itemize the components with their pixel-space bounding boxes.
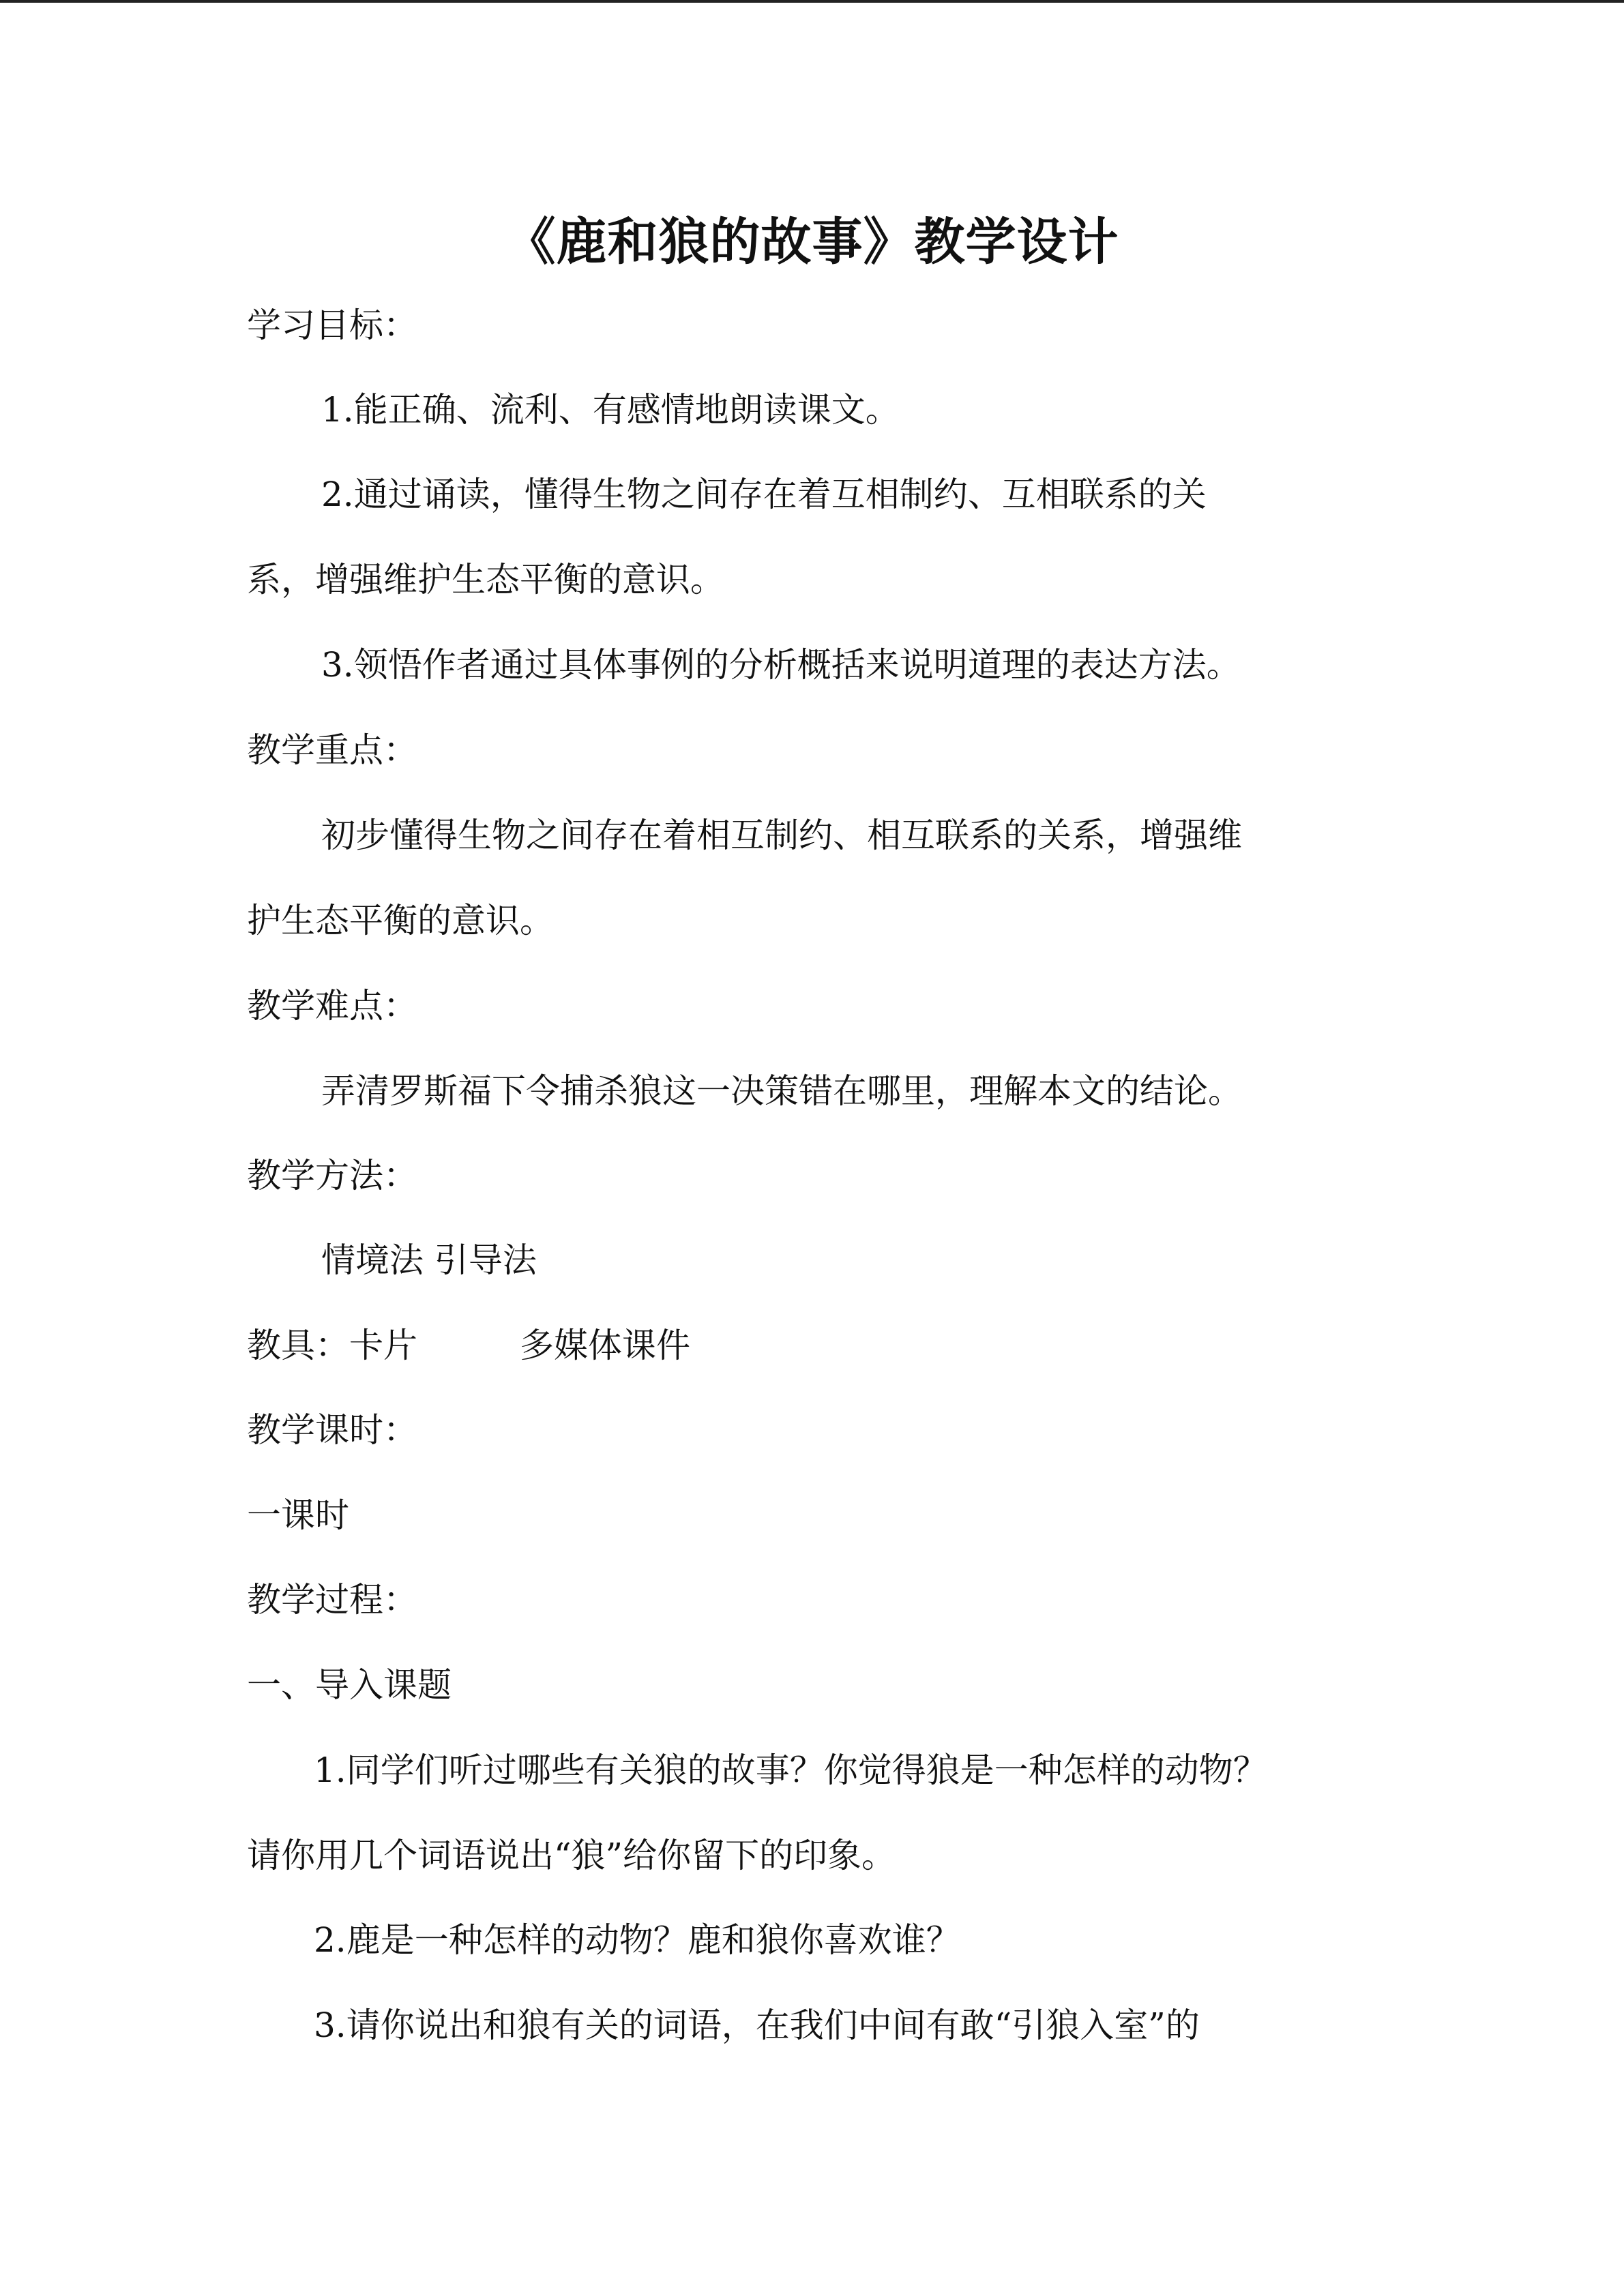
key-points-heading: 教学重点：	[247, 730, 417, 770]
methods-heading: 教学方法：	[247, 1156, 417, 1195]
key-points-line-1: 初步懂得生物之间存在着相互制约、相互联系的关系，增强维	[321, 816, 1242, 855]
tools-value: 多媒体课件	[520, 1326, 690, 1365]
methods-line-1: 情境法 引导法	[321, 1240, 537, 1280]
process-question-3: 3.请你说出和狼有关的词语，在我们中间有敢“引狼入室”的	[314, 2006, 1200, 2045]
process-question-2: 2.鹿是一种怎样的动物？鹿和狼你喜欢谁？	[314, 1920, 960, 1960]
process-heading: 教学过程：	[247, 1580, 417, 1620]
process-section-1: 一、导入课题	[247, 1665, 452, 1705]
difficulties-heading: 教学难点：	[247, 986, 417, 1026]
objective-item-2-line-2: 系，增强维护生态平衡的意识。	[247, 560, 724, 599]
tools-line	[247, 1322, 690, 1369]
objective-item-2-line-1: 2.通过诵读，懂得生物之间存在着互相制约、互相联系的关	[321, 475, 1207, 514]
objectives-heading: 学习目标：	[247, 305, 417, 345]
process-question-1-line-1: 1.同学们听过哪些有关狼的故事？你觉得狼是一种怎样的动物？	[314, 1750, 1267, 1790]
periods-value: 一课时	[247, 1495, 349, 1535]
key-points-line-2: 护生态平衡的意识。	[247, 901, 554, 940]
objective-item-3: 3.领悟作者通过具体事例的分析概括来说明道理的表达方法。	[321, 645, 1241, 685]
tools-label: 教具：卡片	[247, 1326, 417, 1365]
periods-heading: 教学课时：	[247, 1410, 417, 1450]
document-title: 《鹿和狼的故事》教学设计	[505, 213, 1119, 271]
objective-item-1: 1.能正确、流利、有感情地朗读课文。	[321, 390, 900, 430]
process-question-1-line-2: 请你用几个词语说出“狼”给你留下的印象。	[247, 1836, 896, 1875]
difficulties-line-1: 弄清罗斯福下令捕杀狼这一决策错在哪里，理解本文的结论。	[321, 1071, 1242, 1111]
